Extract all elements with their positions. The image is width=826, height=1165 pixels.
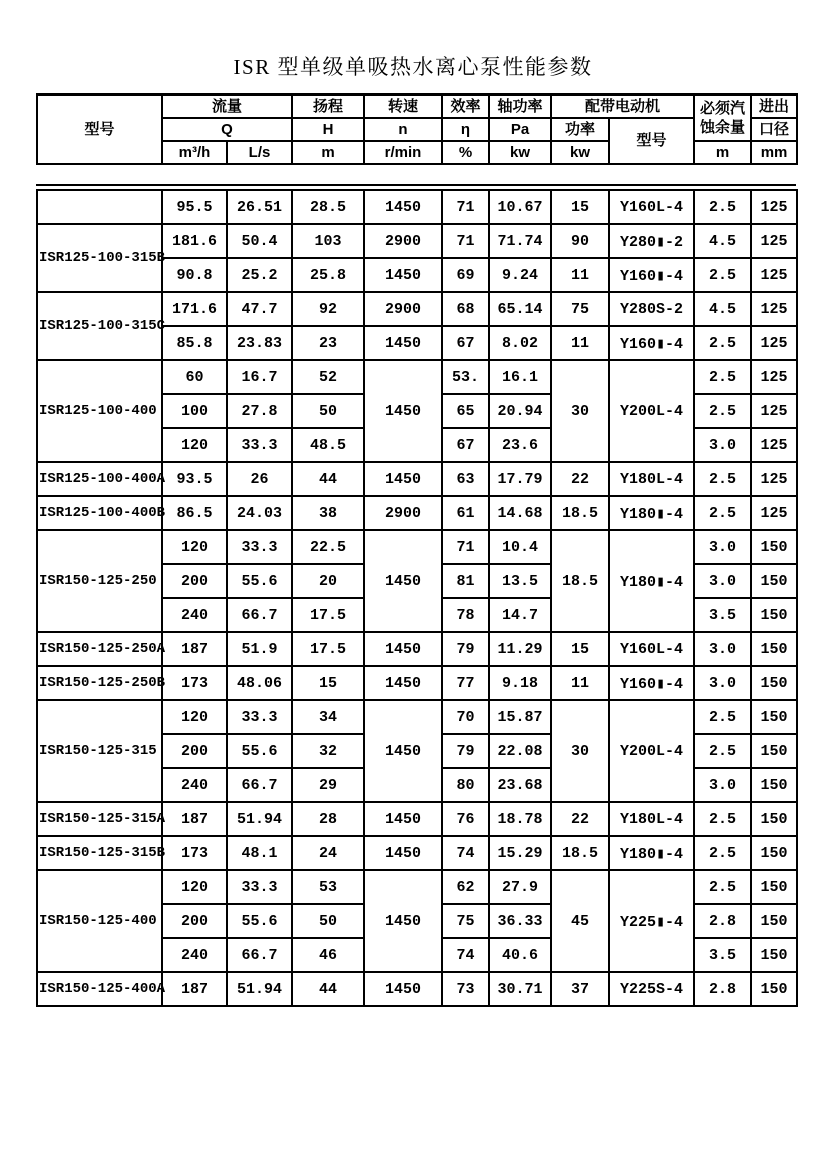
head-cell: 53 [292,870,364,904]
shaft-power-cell: 23.68 [489,768,551,802]
header-motor-model: 型号 [609,118,694,164]
flow-ls-cell: 51.94 [227,972,292,1006]
npsh-cell: 2.5 [694,496,751,530]
table-row [37,632,797,666]
efficiency-cell: 73 [442,972,489,1006]
diameter-cell: 125 [751,428,797,462]
table-row [37,700,797,734]
shaft-power-cell: 9.18 [489,666,551,700]
shaft-power-cell: 65.14 [489,292,551,326]
diameter-cell: 150 [751,938,797,972]
head-cell: 103 [292,224,364,258]
header-efficiency-symbol: η [442,118,489,141]
table-row [37,802,797,836]
head-cell: 20 [292,564,364,598]
npsh-cell: 2.8 [694,972,751,1006]
flow-m3h-cell: 240 [162,598,227,632]
head-cell: 50 [292,394,364,428]
motor-model-cell: Y160▮-4 [609,326,694,360]
page-title: ISR 型单级单吸热水离心泵性能参数 [233,55,593,79]
flow-m3h-cell: 187 [162,802,227,836]
diameter-cell: 150 [751,836,797,870]
shaft-power-cell: 11.29 [489,632,551,666]
motor-power-cell: 22 [551,802,609,836]
npsh-cell: 3.0 [694,530,751,564]
head-cell: 46 [292,938,364,972]
model-cell: ISR150-125-315A [37,802,162,836]
diameter-cell: 150 [751,632,797,666]
head-cell: 28.5 [292,190,364,224]
header-npsh-unit: m [694,141,751,164]
flow-ls-cell: 33.3 [227,428,292,462]
speed-cell: 1450 [364,666,442,700]
flow-ls-cell: 24.03 [227,496,292,530]
speed-cell: 1450 [364,972,442,1006]
npsh-cell: 2.5 [694,360,751,394]
efficiency-cell: 74 [442,938,489,972]
npsh-cell: 2.5 [694,836,751,870]
diameter-cell: 150 [751,564,797,598]
model-cell: ISR150-125-400A [37,972,162,1006]
shaft-power-cell: 18.78 [489,802,551,836]
npsh-cell: 4.5 [694,224,751,258]
motor-power-cell: 15 [551,190,609,224]
motor-power-cell: 11 [551,666,609,700]
header-npsh-line2: 蚀余量 [700,119,746,136]
header-port-line2: 口径 [751,118,797,141]
diameter-cell: 150 [751,734,797,768]
efficiency-cell: 69 [442,258,489,292]
motor-power-cell: 18.5 [551,530,609,632]
flow-m3h-cell: 60 [162,360,227,394]
diameter-cell: 125 [751,326,797,360]
efficiency-cell: 79 [442,734,489,768]
header-port-line1: 进出 [751,95,797,119]
motor-power-cell: 75 [551,292,609,326]
flow-ls-cell: 66.7 [227,938,292,972]
shaft-power-cell: 30.71 [489,972,551,1006]
npsh-cell: 4.5 [694,292,751,326]
diameter-cell: 125 [751,292,797,326]
shaft-power-cell: 23.6 [489,428,551,462]
motor-power-cell: 37 [551,972,609,1006]
header-shaft-power-unit: kw [489,141,551,164]
diameter-cell: 150 [751,870,797,904]
table-row [37,870,797,904]
motor-power-cell: 45 [551,870,609,972]
head-cell: 24 [292,836,364,870]
flow-ls-cell: 33.3 [227,700,292,734]
shaft-power-cell: 10.4 [489,530,551,564]
npsh-cell: 2.5 [694,700,751,734]
diameter-cell: 125 [751,224,797,258]
motor-power-cell: 11 [551,258,609,292]
npsh-cell: 2.5 [694,258,751,292]
efficiency-cell: 80 [442,768,489,802]
efficiency-cell: 70 [442,700,489,734]
flow-ls-cell: 16.7 [227,360,292,394]
speed-cell: 1450 [364,802,442,836]
npsh-cell: 2.5 [694,326,751,360]
head-cell: 92 [292,292,364,326]
motor-model-cell: Y160▮-4 [609,258,694,292]
motor-model-cell: Y280▮-2 [609,224,694,258]
flow-ls-cell: 27.8 [227,394,292,428]
flow-m3h-cell: 187 [162,972,227,1006]
motor-power-cell: 11 [551,326,609,360]
shaft-power-cell: 16.1 [489,360,551,394]
head-cell: 44 [292,972,364,1006]
shaft-power-cell: 9.24 [489,258,551,292]
speed-cell: 1450 [364,530,442,632]
shaft-power-cell: 40.6 [489,938,551,972]
diameter-cell: 150 [751,666,797,700]
npsh-cell: 2.5 [694,734,751,768]
shaft-power-cell: 17.79 [489,462,551,496]
head-cell: 50 [292,904,364,938]
efficiency-cell: 79 [442,632,489,666]
motor-model-cell: Y160L-4 [609,190,694,224]
efficiency-cell: 76 [442,802,489,836]
flow-m3h-cell: 240 [162,768,227,802]
head-cell: 48.5 [292,428,364,462]
motor-power-cell: 30 [551,360,609,462]
shaft-power-cell: 27.9 [489,870,551,904]
model-cell: ISR125-100-400B [37,496,162,530]
flow-ls-cell: 48.06 [227,666,292,700]
speed-cell: 1450 [364,700,442,802]
efficiency-cell: 78 [442,598,489,632]
speed-cell: 2900 [364,496,442,530]
flow-m3h-cell: 85.8 [162,326,227,360]
data-table-wrap [36,184,796,1007]
npsh-cell: 3.0 [694,564,751,598]
motor-model-cell: Y200L-4 [609,700,694,802]
header-port-unit: mm [751,141,797,164]
header-shaft-power-symbol: Pa [489,118,551,141]
flow-m3h-cell: 240 [162,938,227,972]
efficiency-cell: 74 [442,836,489,870]
header-head: 扬程 [292,95,364,119]
speed-cell: 1450 [364,190,442,224]
npsh-cell: 3.5 [694,598,751,632]
flow-m3h-cell: 120 [162,870,227,904]
head-cell: 23 [292,326,364,360]
flow-ls-cell: 47.7 [227,292,292,326]
flow-ls-cell: 51.9 [227,632,292,666]
flow-m3h-cell: 187 [162,632,227,666]
flow-m3h-cell: 200 [162,904,227,938]
model-cell: ISR125-100-400A [37,462,162,496]
flow-ls-cell: 25.2 [227,258,292,292]
head-cell: 28 [292,802,364,836]
shaft-power-cell: 14.68 [489,496,551,530]
diameter-cell: 150 [751,700,797,734]
npsh-cell: 2.5 [694,394,751,428]
efficiency-cell: 75 [442,904,489,938]
table-row [37,972,797,1006]
flow-m3h-cell: 200 [162,734,227,768]
flow-ls-cell: 51.94 [227,802,292,836]
model-cell: ISR150-125-315 [37,700,162,802]
header-model: 型号 [37,95,162,165]
table-row [37,836,797,870]
flow-m3h-cell: 86.5 [162,496,227,530]
efficiency-cell: 61 [442,496,489,530]
speed-cell: 1450 [364,836,442,870]
flow-m3h-cell: 120 [162,700,227,734]
diameter-cell: 150 [751,972,797,1006]
npsh-cell: 2.5 [694,870,751,904]
motor-power-cell: 90 [551,224,609,258]
diameter-cell: 125 [751,360,797,394]
model-cell: ISR150-125-250A [37,632,162,666]
shaft-power-cell: 14.7 [489,598,551,632]
efficiency-cell: 71 [442,190,489,224]
efficiency-cell: 67 [442,326,489,360]
npsh-cell: 2.5 [694,802,751,836]
efficiency-cell: 81 [442,564,489,598]
motor-model-cell: Y180▮-4 [609,530,694,632]
flow-m3h-cell: 173 [162,836,227,870]
efficiency-cell: 68 [442,292,489,326]
motor-model-cell: Y200L-4 [609,360,694,462]
flow-ls-cell: 33.3 [227,870,292,904]
header-npsh-line1: 必须汽 [700,100,746,117]
flow-ls-cell: 55.6 [227,904,292,938]
head-cell: 34 [292,700,364,734]
shaft-power-cell: 22.08 [489,734,551,768]
motor-model-cell: Y160▮-4 [609,666,694,700]
flow-ls-cell: 26 [227,462,292,496]
motor-model-cell: Y225▮-4 [609,870,694,972]
diameter-cell: 125 [751,394,797,428]
flow-ls-cell: 48.1 [227,836,292,870]
motor-model-cell: Y180L-4 [609,462,694,496]
head-cell: 22.5 [292,530,364,564]
table-row [37,496,797,530]
motor-model-cell: Y180L-4 [609,802,694,836]
flow-ls-cell: 50.4 [227,224,292,258]
shaft-power-cell: 10.67 [489,190,551,224]
head-cell: 17.5 [292,598,364,632]
speed-cell: 2900 [364,224,442,258]
flow-ls-cell: 66.7 [227,768,292,802]
header-head-unit: m [292,141,364,164]
model-cell: ISR125-100-315C [37,292,162,360]
shaft-power-cell: 36.33 [489,904,551,938]
table-row [37,530,797,564]
diameter-cell: 150 [751,904,797,938]
model-cell: ISR150-125-250B [37,666,162,700]
flow-m3h-cell: 181.6 [162,224,227,258]
diameter-cell: 125 [751,258,797,292]
flow-m3h-cell: 120 [162,530,227,564]
header-flow: 流量 [162,95,292,119]
motor-model-cell: Y180▮-4 [609,836,694,870]
shaft-power-cell: 8.02 [489,326,551,360]
motor-power-cell: 18.5 [551,836,609,870]
flow-m3h-cell: 100 [162,394,227,428]
speed-cell: 1450 [364,632,442,666]
efficiency-cell: 53. [442,360,489,394]
header-row-1 [37,95,797,119]
header-table [36,93,798,165]
npsh-cell: 3.0 [694,428,751,462]
diameter-cell: 150 [751,768,797,802]
motor-power-cell: 15 [551,632,609,666]
header-flow-unit-m3h: m³/h [162,141,227,164]
header-motor: 配带电动机 [551,95,694,119]
flow-m3h-cell: 200 [162,564,227,598]
flow-m3h-cell: 90.8 [162,258,227,292]
head-cell: 25.8 [292,258,364,292]
model-cell: ISR150-125-400 [37,870,162,972]
header-motor-power-unit: kw [551,141,609,164]
efficiency-cell: 67 [442,428,489,462]
head-cell: 52 [292,360,364,394]
diameter-cell: 125 [751,462,797,496]
npsh-cell: 3.0 [694,666,751,700]
flow-ls-cell: 33.3 [227,530,292,564]
shaft-power-cell: 13.5 [489,564,551,598]
efficiency-cell: 71 [442,224,489,258]
header-shaft-power: 轴功率 [489,95,551,119]
motor-model-cell: Y225S-4 [609,972,694,1006]
flow-ls-cell: 26.51 [227,190,292,224]
table-row [37,292,797,326]
header-efficiency-unit: % [442,141,489,164]
diameter-cell: 150 [751,598,797,632]
head-cell: 17.5 [292,632,364,666]
model-cell: ISR125-100-315B [37,224,162,292]
npsh-cell: 3.0 [694,632,751,666]
speed-cell: 1450 [364,870,442,972]
shaft-power-cell: 15.29 [489,836,551,870]
motor-model-cell: Y160L-4 [609,632,694,666]
efficiency-cell: 62 [442,870,489,904]
data-table [36,189,798,1007]
head-cell: 44 [292,462,364,496]
speed-cell: 1450 [364,258,442,292]
model-cell [37,190,162,224]
diameter-cell: 150 [751,530,797,564]
shaft-power-cell: 20.94 [489,394,551,428]
npsh-cell: 3.5 [694,938,751,972]
table-row [37,224,797,258]
motor-model-cell: Y280S-2 [609,292,694,326]
header-head-symbol: H [292,118,364,141]
table-row [37,190,797,224]
speed-cell: 2900 [364,292,442,326]
flow-ls-cell: 55.6 [227,564,292,598]
speed-cell: 1450 [364,462,442,496]
npsh-cell: 2.5 [694,190,751,224]
npsh-cell: 2.5 [694,462,751,496]
npsh-cell: 3.0 [694,768,751,802]
head-cell: 32 [292,734,364,768]
flow-m3h-cell: 120 [162,428,227,462]
diameter-cell: 150 [751,802,797,836]
flow-m3h-cell: 171.6 [162,292,227,326]
motor-power-cell: 18.5 [551,496,609,530]
head-cell: 15 [292,666,364,700]
flow-m3h-cell: 173 [162,666,227,700]
motor-power-cell: 30 [551,700,609,802]
diameter-cell: 125 [751,496,797,530]
shaft-power-cell: 15.87 [489,700,551,734]
model-cell: ISR150-125-250 [37,530,162,632]
flow-ls-cell: 55.6 [227,734,292,768]
shaft-power-cell: 71.74 [489,224,551,258]
model-cell: ISR125-100-400 [37,360,162,462]
speed-cell: 1450 [364,326,442,360]
header-flow-symbol: Q [162,118,292,141]
header-speed: 转速 [364,95,442,119]
header-flow-unit-ls: L/s [227,141,292,164]
flow-m3h-cell: 95.5 [162,190,227,224]
table-row [37,360,797,394]
header-speed-unit: r/min [364,141,442,164]
head-cell: 38 [292,496,364,530]
flow-m3h-cell: 93.5 [162,462,227,496]
efficiency-cell: 77 [442,666,489,700]
model-cell: ISR150-125-315B [37,836,162,870]
header-motor-power: 功率 [551,118,609,141]
table-row [37,462,797,496]
speed-cell: 1450 [364,360,442,462]
header-efficiency: 效率 [442,95,489,119]
npsh-cell: 2.8 [694,904,751,938]
motor-model-cell: Y180▮-4 [609,496,694,530]
flow-ls-cell: 23.83 [227,326,292,360]
head-cell: 29 [292,768,364,802]
efficiency-cell: 65 [442,394,489,428]
diameter-cell: 125 [751,190,797,224]
flow-ls-cell: 66.7 [227,598,292,632]
efficiency-cell: 63 [442,462,489,496]
table-row [37,666,797,700]
motor-power-cell: 22 [551,462,609,496]
header-speed-symbol: n [364,118,442,141]
header-npsh [694,95,751,142]
efficiency-cell: 71 [442,530,489,564]
